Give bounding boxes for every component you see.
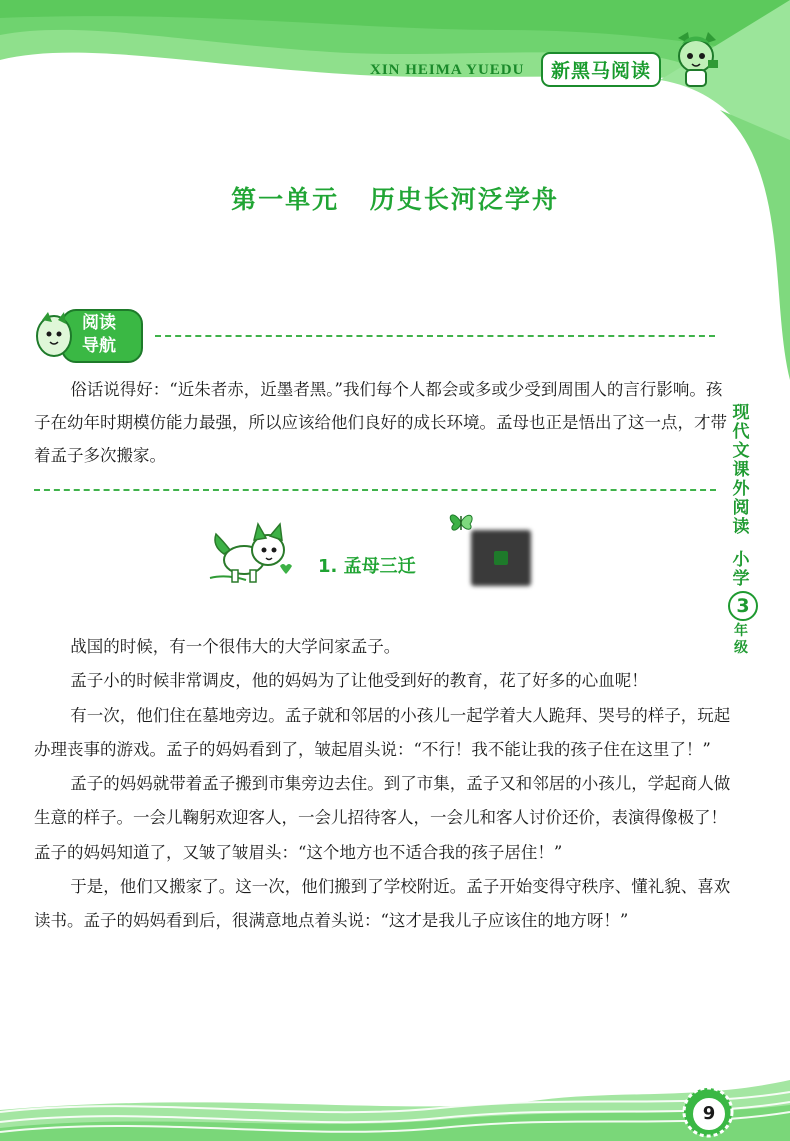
page-number: 9 bbox=[693, 1098, 725, 1130]
lesson-title: 1. 孟母三迁 bbox=[318, 556, 416, 577]
puppy-illustration-icon bbox=[206, 520, 298, 588]
lesson-paragraph: 孟子小的时候非常调皮，他的妈妈为了让他受到好的教育，花了好多的心血呢！ bbox=[70, 671, 648, 691]
lesson-paragraph: 战国的时候，有一个很伟大的大学问家孟子。 bbox=[70, 637, 401, 656]
qr-code-center bbox=[494, 551, 508, 565]
reading-guide-paragraph: 俗话说得好：“近朱者赤，近墨者黑。”我们每个人都会或多或少受到周围人的言行影响。孩子在幼年时期模仿能力最强，所以应该给他们良好的成长环境。孟母也正是悟出了这一点，才带着孟子多次搬家。 bbox=[34, 380, 727, 465]
series-english-title: XIN HEIMA YUEDU bbox=[370, 62, 525, 78]
divider-bottom bbox=[34, 489, 716, 491]
unit-number: 第一单元 bbox=[231, 185, 340, 214]
lesson-paragraph: 孟子的妈妈就带着孟子搬到市集旁边去住。到了市集，孟子又和邻居的小孩儿，学起商人做生意的样子。一会儿鞠躬欢迎客人，一会儿招待客人，一会儿和客人讨价还价，表演得像极了！孟子的妈妈知道了，又皱了皱眉头：“这个地方也不适合我的孩子居住！” bbox=[34, 774, 731, 862]
reading-guide-label bbox=[82, 312, 116, 358]
reading-guide-text bbox=[34, 373, 734, 472]
horse-mascot-icon bbox=[668, 30, 724, 88]
sidebar-series: 现代文课外阅读 bbox=[732, 403, 750, 537]
grade-number-circle: 3 bbox=[728, 591, 758, 621]
lesson-paragraph: 有一次，他们住在墓地旁边。孟子就和邻居的小孩儿一起学着大人跪拜、哭号的样子，玩起办理丧事的游戏。孟子的妈妈看到了，皱起眉头说：“不行！我不能让我的孩子住在这里了！” bbox=[34, 705, 731, 759]
brand-logo-text: 新黑马阅读 bbox=[541, 52, 661, 87]
lesson-body bbox=[34, 630, 734, 939]
reading-guide-label-line2: 导航 bbox=[82, 336, 116, 356]
unit-heading bbox=[0, 180, 790, 216]
lesson-paragraph: 于是，他们又搬家了。这一次，他们搬到了学校附近。孟子开始变得守秩序、懂礼貌、喜欢读书。孟子的妈妈看到后，很满意地点着头说：“这才是我儿子应该住的地方呀！” bbox=[34, 877, 731, 931]
unit-title: 历史长河泛学舟 bbox=[369, 185, 559, 214]
divider-top bbox=[155, 335, 715, 337]
sidebar-level: 小学 bbox=[732, 550, 750, 589]
reading-guide-label-line1: 阅读 bbox=[82, 313, 116, 333]
sidebar-grade-label bbox=[728, 404, 754, 657]
sidebar-grade-suffix: 年级 bbox=[734, 623, 748, 656]
